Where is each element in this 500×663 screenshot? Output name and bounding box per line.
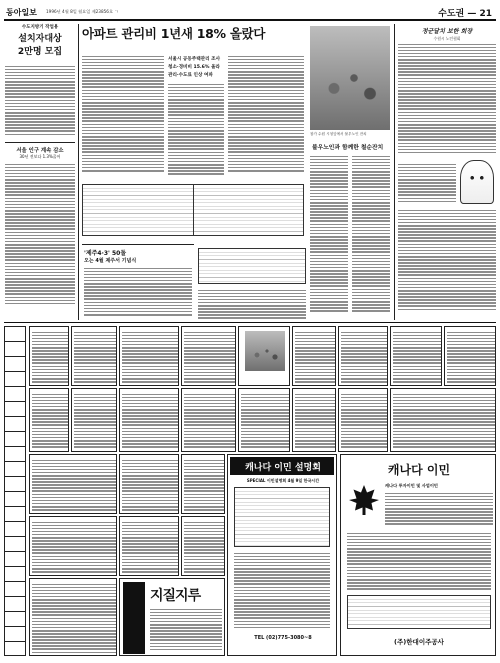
memorial-subtitle: 오는 4월 제주서 기념식 bbox=[84, 258, 137, 264]
left-headline-1: 수도지방기 작업용 bbox=[21, 25, 59, 30]
masthead-rule bbox=[4, 19, 496, 21]
column-title: 정군달치 보한 회장 bbox=[421, 28, 473, 35]
canada-ad-1-title: 캐나다 이민 설명회 bbox=[245, 463, 321, 473]
lead-headline: 아파트 관리비 1년새 18% 올랐다 bbox=[82, 26, 266, 41]
left-headline-2: 설치자대상 bbox=[18, 34, 62, 44]
lead-story bbox=[82, 24, 306, 254]
section-label: 수도권 — 21 bbox=[438, 9, 492, 19]
canada-ad-2-title: 캐나다 이민 bbox=[387, 463, 451, 477]
news-photo bbox=[310, 26, 390, 130]
columnist-portrait bbox=[460, 160, 494, 204]
canada-ad-2-sub: 캐나다 투자이민 및 사업이민 bbox=[385, 483, 438, 488]
canada-ad-2-phone: (주)한대이주공사 bbox=[394, 638, 444, 646]
classified-section bbox=[4, 326, 496, 659]
photo-caption: 참가 수원 시청앞에서 불우노인 잔치 bbox=[310, 132, 367, 136]
left-story-2-sub: 30년 전보다 1.3%줄어 bbox=[19, 154, 61, 159]
canada-ad-1 bbox=[227, 454, 337, 656]
date-line: 1996년 4월 8일 월요일 제23856호 ㄱ bbox=[46, 9, 119, 14]
maple-leaf-icon bbox=[349, 485, 379, 515]
column-box bbox=[398, 26, 496, 320]
canada-ad-1-sub: SPECIAL 이민설명회 4월 9일 한국시간 bbox=[246, 478, 320, 483]
canada-ad-2 bbox=[340, 454, 496, 656]
left-story-2-body bbox=[5, 162, 75, 312]
small-table bbox=[198, 248, 306, 284]
classified-ad-bottom-1 bbox=[119, 578, 225, 656]
canada-ad-1-phone: TEL (02)775-3080~8 bbox=[254, 635, 312, 641]
left-story-2-title: 서울 인구 계속 감소 bbox=[16, 148, 64, 154]
left-headline-3: 2만명 모집 bbox=[17, 47, 63, 57]
masthead bbox=[4, 4, 496, 20]
column-subtitle: 수원시 노인협회 bbox=[433, 36, 461, 41]
memorial-box bbox=[82, 244, 194, 320]
lead-sub-3: 관리·수도료 인상 여파 bbox=[168, 73, 213, 78]
lead-sub-2: 청소·경비비 15.6% 올라 bbox=[168, 65, 220, 70]
bottom-ad-1-title: 지질지루 bbox=[150, 588, 201, 604]
photo-story-headline: 불우노인과 함께한 철순잔치 bbox=[312, 145, 384, 151]
newspaper-logo: 동아일보 bbox=[6, 8, 37, 17]
left-story-1-body bbox=[5, 64, 75, 138]
left-column bbox=[5, 24, 75, 324]
memorial-title: '제주4·3' 50돌 bbox=[84, 250, 127, 257]
lead-sub-1: 서울시 공동주택관리 조사 bbox=[168, 57, 221, 62]
